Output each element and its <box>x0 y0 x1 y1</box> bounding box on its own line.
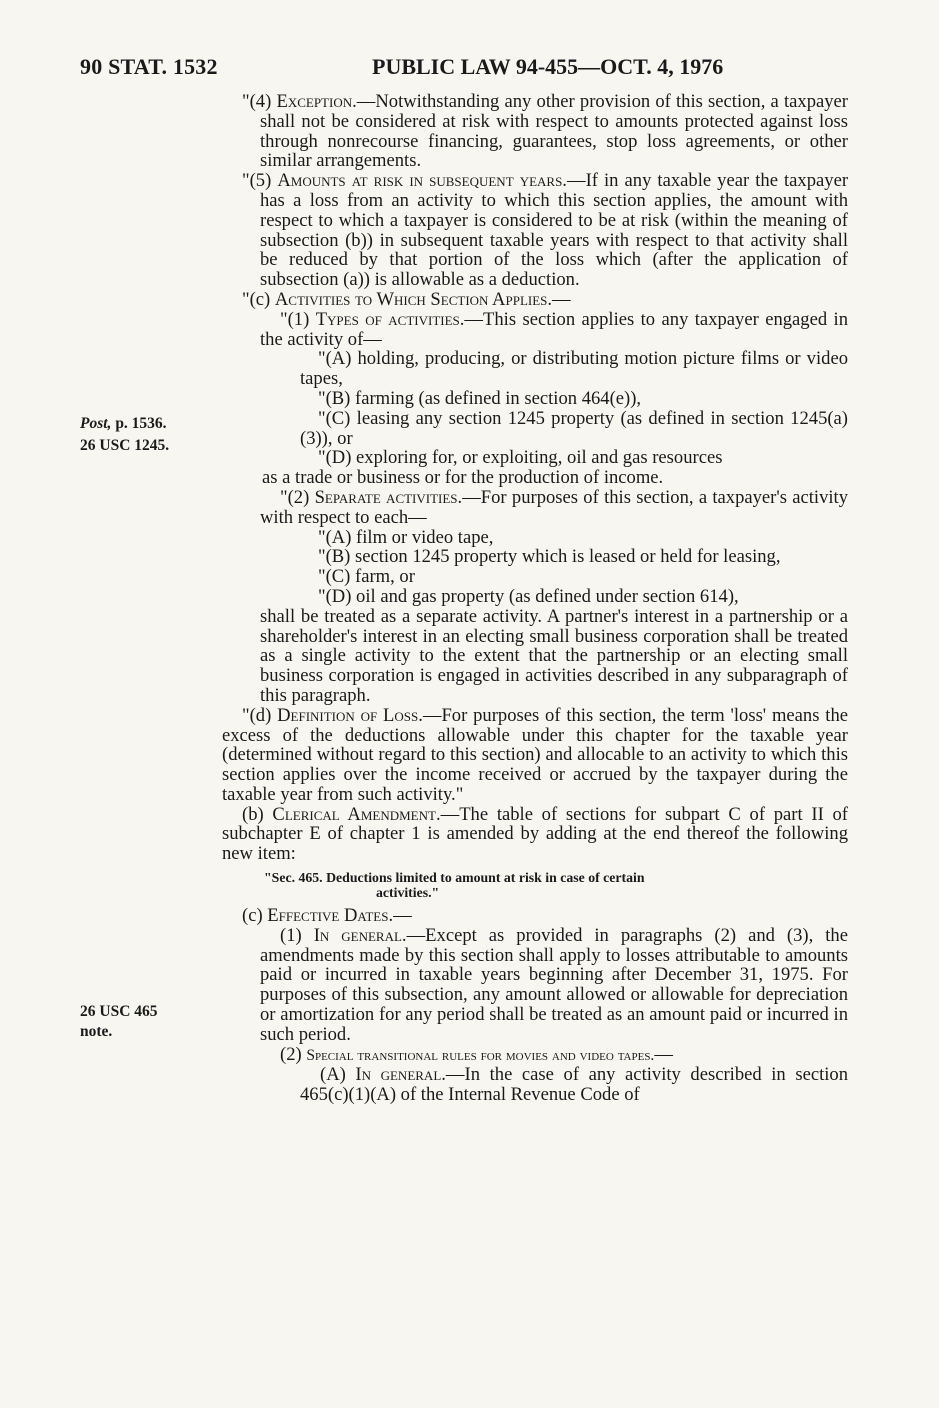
para-label: "(5) <box>242 170 278 192</box>
para-label: (A) <box>320 1064 356 1086</box>
para-text: —For purposes of this section, the term 'loss' means the excess of the deductions allowable under this chapter for the taxable year (determined without regard to this section) and allocable to an activity to which this section applies over the income received or accrued by the taxpayer during the taxable year from such activity." <box>222 704 848 805</box>
new-item-line-continued: activities." <box>376 885 440 901</box>
para-label: "(c) <box>242 288 275 310</box>
item-c2-c <box>222 567 848 587</box>
para-label: "(1) <box>280 308 316 330</box>
item-text: "(B) farming (as defined in section 464(e)), <box>318 387 642 409</box>
paragraph-5-amounts-at-risk <box>222 171 848 290</box>
paragraph-effective-2a <box>222 1065 848 1105</box>
para-heading: Clerical Amendment. <box>272 803 441 825</box>
para-text: —Notwithstanding any other provision of this section, a taxpayer shall not be considered at risk with respect to amounts protected against loss through nonrecourse financing, guarantees, stop loss agreements, or other similar arrangements. <box>260 91 849 172</box>
item-text: "(C) leasing any section 1245 property (as defined in section 1245(a)(3)), or <box>300 407 848 449</box>
para-text: —If in any taxable year the taxpayer has a loss from an activity to which this section applies, the amount with respect to which a taxpayer is considered to be at risk (within the meaning of subsection (b)) in subsequent taxable years with respect to that activity shall be reduced by that portion of the loss which (after the application of subsection (a)) is allowable as a deduction. <box>260 170 849 291</box>
item-text: "(A) film or video tape, <box>318 526 494 548</box>
para-heading: Amounts at risk in subsequent years. <box>277 170 567 192</box>
para-heading: In general. <box>313 924 407 946</box>
margin-note-usc-465-note: note. <box>80 1023 113 1040</box>
margin-note-post-ref <box>80 414 167 434</box>
para-text: —The table of sections for subpart C of part II of subchapter E of chapter 1 is amended by adding at the end thereof the following new item: <box>222 803 848 865</box>
para-heading: In general. <box>355 1064 446 1086</box>
para-text: —For purposes of this section, a taxpayer's activity with respect to each— <box>260 486 848 528</box>
item-text: as a trade or business or for the production of income. <box>262 467 664 489</box>
paragraph-effective-1 <box>222 926 848 1045</box>
paragraph-effective-2 <box>222 1045 848 1066</box>
subsection-b-clerical <box>222 805 848 864</box>
subsection-c-effective-dates <box>222 906 848 926</box>
para-text: —This section applies to any taxpayer engaged in the activity of— <box>260 308 849 350</box>
public-law-heading: PUBLIC LAW 94-455—OCT. 4, 1976 <box>372 54 724 79</box>
margin-note-usc-1245: 26 USC 1245. <box>80 437 170 454</box>
item-c-d <box>222 448 848 468</box>
item-text: "(D) oil and gas property (as defined under section 614), <box>318 585 739 607</box>
new-table-item <box>264 870 848 900</box>
para-heading: Special transitional rules for movies and video tapes. <box>306 1046 655 1064</box>
paragraph-c2-separate <box>222 488 848 528</box>
para-label: "(4) <box>242 91 277 112</box>
paragraph-c1-types <box>222 310 848 350</box>
para-label: (1) <box>280 924 314 946</box>
para-text: shall be treated as a separate activity. A partner's interest in a partnership or a shareholder's interest in an electing small business corporation shall be treated as a single activity to the extent that the partnership or an electing small business corporation is engaged in activities described in any subparagraph of this paragraph. <box>260 605 848 706</box>
para-heading: Types of activities. <box>315 308 465 330</box>
para-text: —Except as provided in paragraphs (2) and (3), the amendments made by this section shall apply to losses attributable to amounts paid or incurred in taxable years beginning after December 31, 1975. For purposes of this subsection, any amount allowed or allowable for depreciation or amortization for any period shall be treated as an amount paid or incurred in such period. <box>260 924 848 1045</box>
item-c2-a <box>222 528 848 548</box>
margin-note-post-page: p. 1536. <box>111 415 167 432</box>
para-dash: — <box>654 1043 673 1065</box>
item-c2-b <box>222 547 848 567</box>
para-label: (b) <box>242 803 273 825</box>
para-label: "(d) <box>242 704 278 726</box>
item-text: "(D) exploring for, or exploiting, oil and gas resources <box>318 447 723 469</box>
item-c-b <box>222 389 848 409</box>
item-c-c <box>222 409 848 449</box>
item-c-d-continued <box>222 468 848 488</box>
subsection-c-heading <box>222 290 848 310</box>
paragraph-4-exception <box>222 92 848 171</box>
item-c-a <box>222 349 848 389</box>
para-label: "(2) <box>280 486 315 508</box>
subsection-d-definition-of-loss <box>222 706 848 805</box>
item-text: "(B) section 1245 property which is leased or held for leasing, <box>318 546 781 568</box>
margin-note-usc-465: 26 USC 465 <box>80 1003 158 1020</box>
para-heading: Effective Dates. <box>267 905 394 927</box>
item-text: "(C) farm, or <box>318 566 415 588</box>
para-heading: Exception. <box>276 91 357 112</box>
statute-page-number: 90 STAT. 1532 <box>80 54 218 79</box>
para-heading: Activities to Which Section Applies. <box>274 288 553 310</box>
para-label: (2) <box>280 1043 307 1065</box>
new-item-line: "Sec. 465. Deductions limited to amount at risk in case of certain <box>264 870 645 886</box>
body-text <box>222 92 848 1105</box>
para-dash: — <box>393 905 412 927</box>
item-c2-d <box>222 587 848 607</box>
margin-note-post-italic: Post, <box>80 415 112 432</box>
para-heading: Definition of Loss. <box>277 704 423 726</box>
para-dash: — <box>552 288 571 310</box>
para-label: (c) <box>242 905 268 927</box>
paragraph-c2-tail <box>222 607 848 706</box>
para-text: —In the case of any activity described in section 465(c)(1)(A) of the Internal Revenue Code of <box>300 1064 848 1106</box>
item-text: "(A) holding, producing, or distributing motion picture films or video tapes, <box>300 348 848 390</box>
para-heading: Separate activities. <box>314 486 463 508</box>
